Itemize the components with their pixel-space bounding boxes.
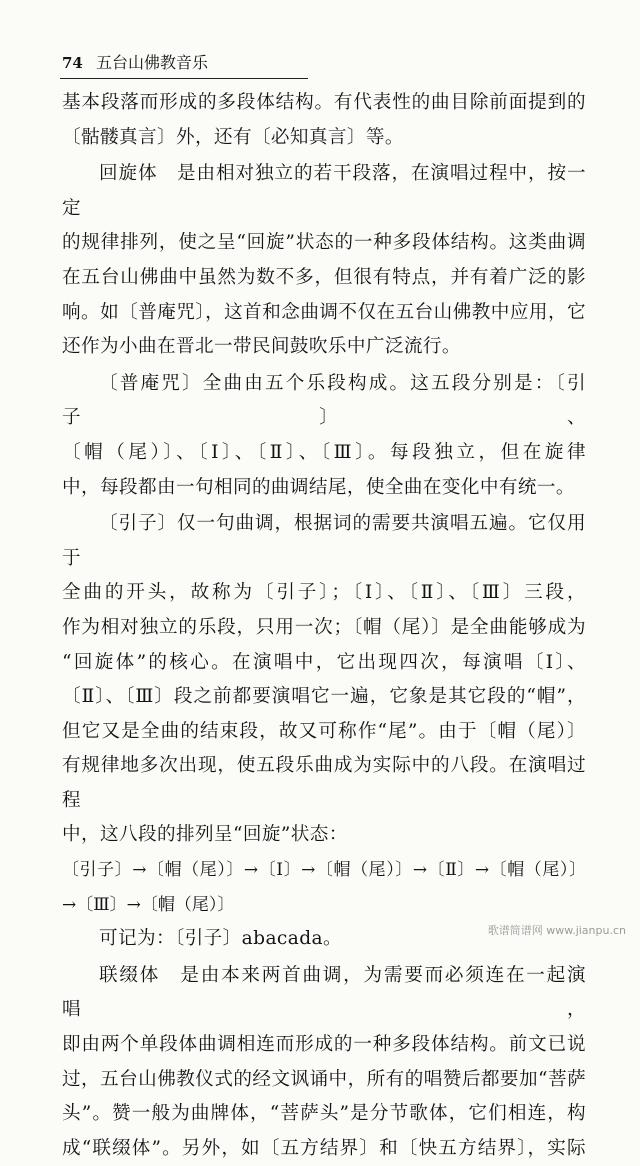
text-line: 中，这八段的排列呈“回旋”状态： bbox=[62, 824, 348, 846]
text-line: 过，五台山佛教仪式的经文讽诵中，所有的唱赞后都要加“菩萨 bbox=[62, 1068, 586, 1090]
notation-summary: 可记为：〔引子〕abacada。 bbox=[99, 928, 343, 950]
paragraph-puan-zhou: 〔普庵咒〕全曲由五个乐段构成。这五段分别是：〔引子〕、 bbox=[62, 372, 586, 429]
text-line: 即由两个单段体曲调相连而形成的一种多段体结构。前文已说 bbox=[62, 1034, 586, 1056]
paragraph-linked-form: 联缀体 是由本来两首曲调，为需要而必须连在一起演唱， bbox=[62, 964, 586, 1021]
header-rule bbox=[60, 78, 308, 79]
paragraph-rondo-form: 回旋体 是由相对独立的若干段落，在演唱过程中，按一定 bbox=[62, 163, 586, 219]
text-line: 中，每段都由一句相同的曲调结尾，使全曲在变化中有统一。 bbox=[62, 476, 575, 498]
text-line: 但它又是全曲的结束段，故又可称作“尾”。由于〔帽（尾）〕 bbox=[62, 720, 586, 742]
text-line: 〔帽（尾）〕、〔Ⅰ〕、〔Ⅱ〕、〔Ⅲ〕。每段独立，但在旋律 bbox=[62, 441, 586, 463]
text-line: 基本段落而形成的多段体结构。有代表性的曲目除前面提到的 bbox=[62, 92, 586, 113]
paragraph-intro: 〔引子〕仅一句曲调，根据词的需要共演唱五遍。它仅用于 bbox=[62, 513, 586, 569]
book-title: 五台山佛教音乐 bbox=[95, 53, 208, 72]
body-text bbox=[62, 86, 586, 1166]
sequence-formula-line: 〔引子〕→〔帽（尾）〕→〔Ⅰ〕→〔帽（尾）〕→〔Ⅱ〕→〔帽（尾）〕 bbox=[62, 860, 586, 881]
text-line: 在五台山佛曲中虽然为数不多，但很有特点，并有着广泛的影 bbox=[62, 266, 586, 288]
text-line: 还作为小曲在晋北一带民间鼓吹乐中广泛流行。 bbox=[62, 336, 461, 358]
text-line: 〔骷髅真言〕外，还有〔必知真言〕等。 bbox=[62, 126, 404, 148]
text-line: “回旋体”的核心。在演唱中，它出现四次，每演唱〔Ⅰ〕、 bbox=[62, 651, 586, 673]
text-line: 全曲的开头，故称为〔引子〕；〔Ⅰ〕、〔Ⅱ〕、〔Ⅲ〕三段， bbox=[62, 582, 586, 604]
page-header bbox=[62, 52, 302, 78]
text-line: 成“联缀体”。另外，如〔五方结界〕和〔快五方结界〕，实际 bbox=[62, 1137, 586, 1159]
page-number: 74 bbox=[62, 54, 83, 72]
text-line: 的规律排列，使之呈“回旋”状态的一种多段体结构。这类曲调 bbox=[62, 232, 586, 254]
text-line: 有规律地多次出现，使五段乐曲成为实际中的八段。在演唱过程 bbox=[62, 755, 586, 811]
text-line: 〔Ⅱ〕、〔Ⅲ〕段之前都要演唱它一遍，它象是其它段的“帽”， bbox=[62, 686, 586, 708]
sequence-formula-line: →〔Ⅲ〕→〔帽（尾）〕 bbox=[62, 894, 235, 915]
text-line: 响。如〔普庵咒〕，这首和念曲调不仅在五台山佛教中应用，它 bbox=[62, 301, 586, 323]
watermark: 歌谱简谱网 www.jianpu.cn bbox=[487, 924, 626, 937]
text-line: 作为相对独立的乐段，只用一次；〔帽（尾）〕是全曲能够成为 bbox=[62, 616, 586, 638]
text-line: 头”。赞一般为曲牌体，“菩萨头”是分节歌体，它们相连，构 bbox=[62, 1103, 586, 1125]
